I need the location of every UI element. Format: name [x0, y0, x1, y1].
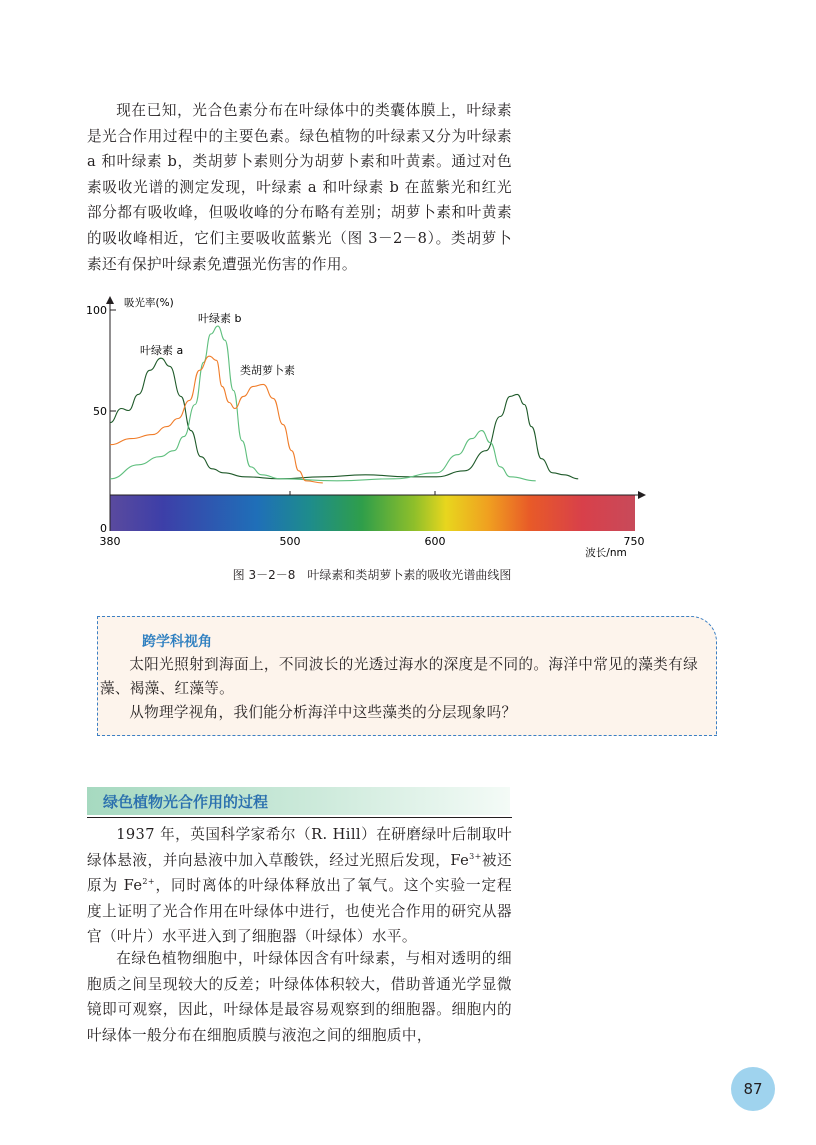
x-tick-600: 600 — [424, 535, 446, 548]
box-title: 跨学科视角 — [142, 634, 212, 650]
box-body — [98, 653, 698, 725]
curve-chlorophyll-a — [110, 358, 578, 479]
box-paragraph-1: 太阳光照射到海面上，不同波长的光透过海水的深度是不同的。海洋中常见的藻类有绿藻、褐藻、红藻等。 — [100, 656, 698, 697]
x-tick-380: 380 — [99, 535, 121, 548]
x-tick-750: 750 — [623, 535, 645, 548]
y-tick-0: 0 — [100, 522, 107, 535]
p2-part-b: 被还原为 Fe — [87, 851, 512, 895]
page-number: 87 — [731, 1067, 775, 1111]
hill-experiment-paragraph — [87, 822, 512, 950]
intro-paragraph: 现在已知，光合色素分布在叶绿体中的类囊体膜上，叶绿素是光合作用过程中的主要色素。绿色植物的叶绿素又分为叶绿素 a 和叶绿素 b，类胡萝卜素则分为胡萝卜素和叶黄素。通过对色素吸收光谱的测定发现，叶绿素 a 和叶绿素 b 在蓝紫光和红光部分都有吸收峰，但吸收峰的分布略有差别；胡萝卜素和叶黄素的吸收峰相近，它们主要吸收蓝紫光（图 3－2－8）。类胡萝卜素还有保护叶绿素免遭强光伤害的作用。 — [87, 102, 512, 273]
interdisciplinary-box — [97, 616, 717, 736]
fe3-superscript: 3+ — [469, 851, 482, 861]
label-carotenoid: 类胡萝卜素 — [240, 364, 295, 377]
fe2-superscript: 2+ — [142, 877, 155, 887]
x-axis-arrow — [638, 491, 646, 499]
section-title: 绿色植物光合作用的过程 — [103, 793, 269, 811]
y-tick-100: 100 — [86, 304, 107, 317]
y-axis-label: 吸光率(%) — [124, 297, 174, 309]
chloroplast-paragraph: 在绿色植物细胞中，叶绿体因含有叶绿素，与相对透明的细胞质之间呈现较大的反差；叶绿体体积较大，借助普通光学显微镜即可观察，因此，叶绿体是最容易观察到的细胞器。细胞内的叶绿体一般分布在细胞质膜与液泡之间的细胞质中， — [87, 950, 512, 1044]
label-chlorophyll-a: 叶绿素 a — [140, 344, 184, 357]
spectrum-bar — [110, 495, 635, 531]
absorption-spectrum-chart — [86, 292, 652, 564]
x-tick-500: 500 — [279, 535, 301, 548]
label-chlorophyll-b: 叶绿素 b — [198, 312, 242, 325]
section-divider — [87, 817, 512, 818]
p2-part-c: ，同时离体的叶绿体释放出了氧气。这个实验一定程度上证明了光合作用在叶绿体中进行，也使光合作用的研究从器官（叶片）水平进入到了细胞器（叶绿体）水平。 — [87, 877, 513, 946]
section-heading-bar — [87, 787, 510, 815]
box-paragraph-2: 从物理学视角，我们能分析海洋中这些藻类的分层现象吗？ — [129, 704, 517, 721]
x-axis-label: 波长/nm — [585, 547, 627, 559]
y-tick-50: 50 — [93, 405, 107, 418]
p2-part-a: 1937 年，英国科学家希尔（R. Hill）在研磨绿叶后制取叶绿体悬液，并向悬液中加入草酸铁，经过光照后发现，Fe — [87, 826, 512, 869]
y-axis-arrow — [106, 296, 114, 304]
figure-caption: 图 3－2－8 叶绿素和类胡萝卜素的吸收光谱曲线图 — [232, 568, 512, 582]
